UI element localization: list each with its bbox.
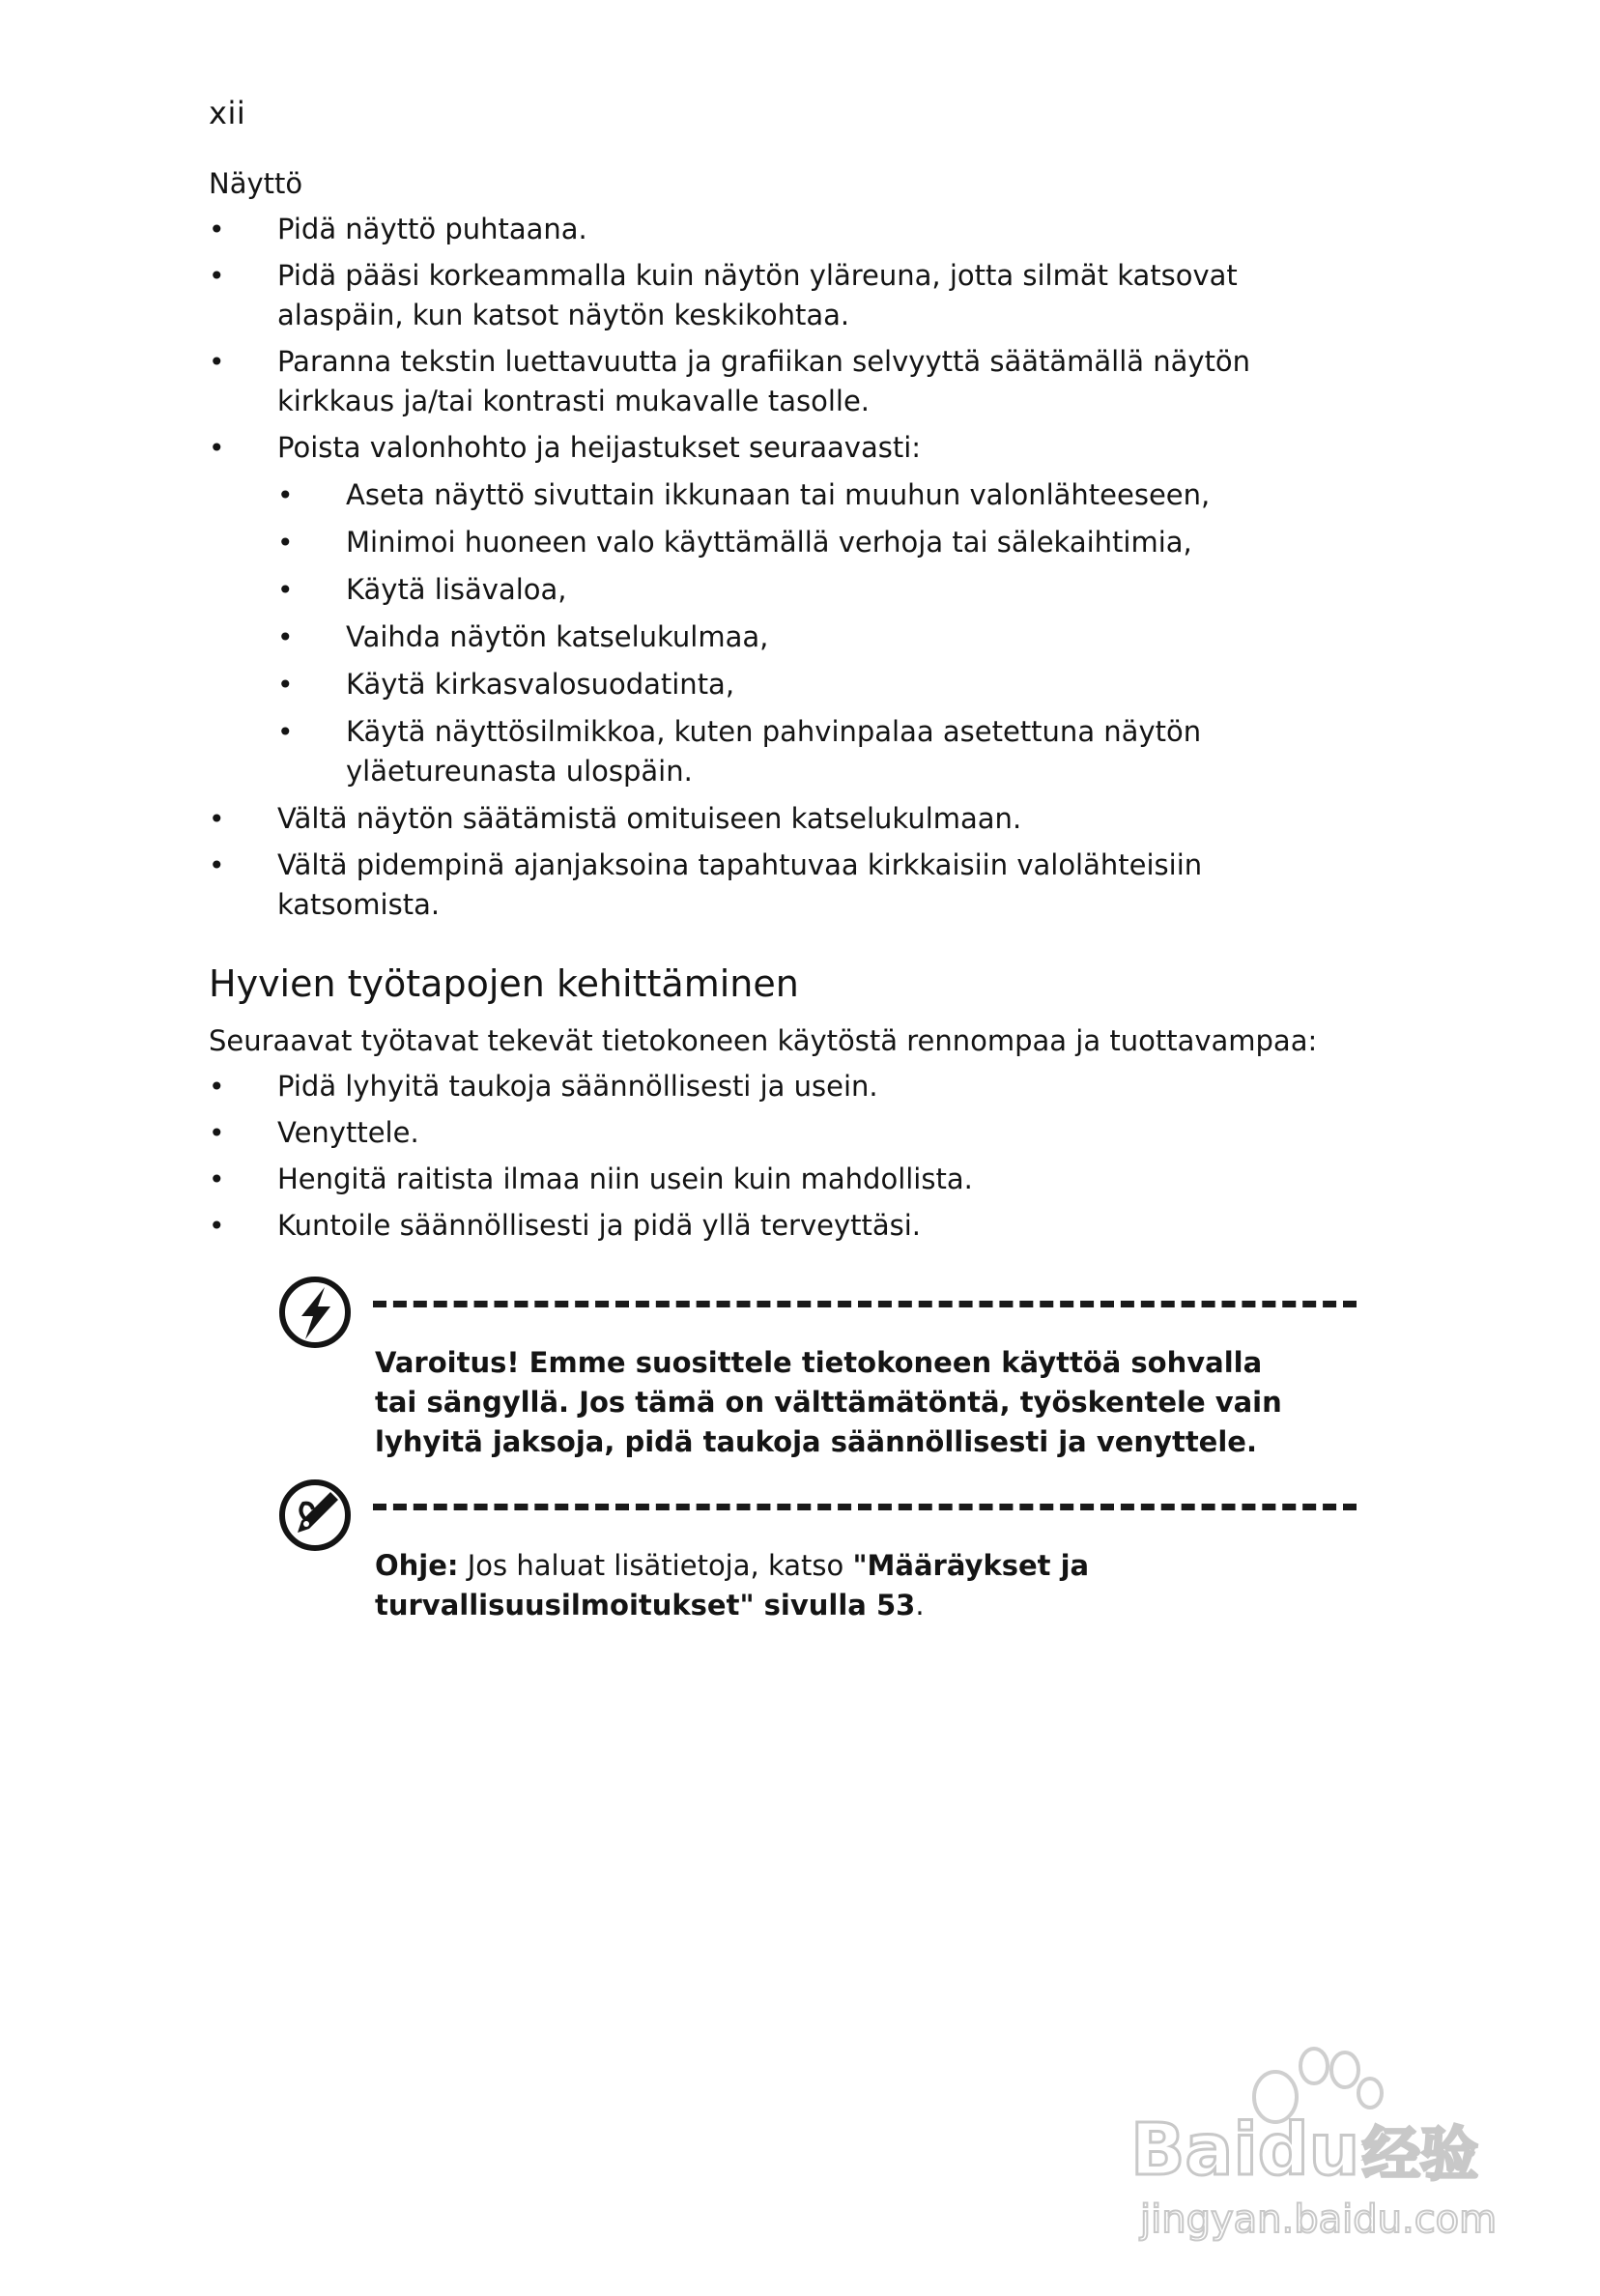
list-item bbox=[209, 846, 1368, 925]
bullet: • bbox=[277, 574, 294, 606]
watermark-brand: Baidu bbox=[1130, 2109, 1360, 2192]
lightning-warning-icon bbox=[276, 1274, 354, 1351]
bullet: • bbox=[277, 479, 294, 511]
sublist-item bbox=[277, 712, 1368, 791]
sublist-item bbox=[277, 523, 1368, 562]
list-item bbox=[209, 256, 1368, 335]
list-item-text: Vältä näytön säätämistä omituiseen katselukulmaan. bbox=[277, 802, 1022, 835]
bullet: • bbox=[277, 527, 294, 559]
list-item-text: Hengitä raitista ilmaa niin usein kuin mahdollista. bbox=[277, 1162, 973, 1195]
main-content bbox=[209, 164, 1368, 1252]
dashed-divider bbox=[373, 1301, 1357, 1307]
bullet: • bbox=[209, 1071, 225, 1103]
list-item-text: Pidä lyhyitä taukoja säännöllisesti ja usein. bbox=[277, 1070, 878, 1103]
list-item bbox=[209, 1206, 1368, 1246]
help-end: . bbox=[915, 1589, 925, 1622]
help-link[interactable]: "Määräykset ja turvallisuusilmoitukset" sivulla 53 bbox=[375, 1549, 1090, 1622]
habits-list bbox=[209, 1067, 1368, 1246]
list-item bbox=[209, 210, 1368, 249]
list-item bbox=[209, 342, 1368, 421]
bullet: • bbox=[209, 1163, 225, 1195]
bullet: • bbox=[209, 260, 225, 292]
sublist-item bbox=[277, 617, 1368, 657]
sublist-item-text: Käytä lisävaloa, bbox=[346, 573, 567, 606]
display-heading: Näyttö bbox=[209, 167, 303, 200]
bullet: • bbox=[209, 432, 225, 464]
watermark-url: jingyan.baidu.com bbox=[1140, 2197, 1498, 2242]
bullet: • bbox=[277, 621, 294, 653]
section-title: Hyvien työtapojen kehittäminen bbox=[209, 962, 799, 1005]
sublist-item-text: Minimoi huoneen valo käyttämällä verhoja tai sälekaihtimia, bbox=[346, 526, 1192, 559]
watermark-chinese: 经验 bbox=[1362, 2121, 1478, 2189]
bullet: • bbox=[277, 716, 294, 748]
display-list bbox=[209, 210, 1368, 925]
list-item-text: Poista valonhohto ja heijastukset seuraavasti: bbox=[277, 431, 922, 464]
list-item-text: Pidä näyttö puhtaana. bbox=[277, 213, 587, 245]
section-intro: Seuraavat työtavat tekevät tietokoneen käytöstä rennompaa ja tuottavampaa: bbox=[209, 1024, 1318, 1057]
dashed-divider bbox=[373, 1504, 1357, 1510]
glare-sublist bbox=[277, 475, 1368, 791]
bullet: • bbox=[209, 346, 225, 378]
page-number: xii bbox=[209, 95, 246, 131]
bullet: • bbox=[209, 1210, 225, 1242]
list-item-text: Paranna tekstin luettavuutta ja grafiikan selvyyttä säätämällä näytön kirkkaus ja/tai kontrasti mukavalle tasolle. bbox=[277, 345, 1251, 417]
sublist-item bbox=[277, 475, 1368, 515]
list-item bbox=[209, 428, 1368, 791]
pen-note-icon bbox=[276, 1477, 354, 1554]
sublist-item-text: Käytä kirkasvalosuodatinta, bbox=[346, 668, 735, 701]
help-label: Ohje: bbox=[375, 1549, 459, 1582]
sublist-item-text: Vaihda näytön katselukulmaa, bbox=[346, 620, 769, 653]
list-item bbox=[209, 1113, 1368, 1153]
list-item bbox=[209, 799, 1368, 839]
list-item-text: Pidä pääsi korkeammalla kuin näytön yläreuna, jotta silmät katsovat alaspäin, kun katsot näytön keskikohtaa. bbox=[277, 259, 1238, 331]
list-item-text: Kuntoile säännöllisesti ja pidä yllä terveyttäsi. bbox=[277, 1209, 922, 1242]
bullet: • bbox=[209, 849, 225, 881]
baidu-watermark bbox=[1121, 2029, 1507, 2261]
sublist-item bbox=[277, 665, 1368, 704]
sublist-item-text: Aseta näyttö sivuttain ikkunaan tai muuhun valonlähteeseen, bbox=[346, 478, 1211, 511]
help-text bbox=[375, 1546, 1302, 1625]
bullet: • bbox=[209, 214, 225, 245]
bullet: • bbox=[209, 1117, 225, 1149]
list-item-text: Venyttele. bbox=[277, 1116, 419, 1149]
list-item-text: Vältä pidempinä ajanjaksoina tapahtuvaa kirkkaisiin valolähteisiin katsomista. bbox=[277, 848, 1203, 921]
sublist-item-text: Käytä näyttösilmikkoa, kuten pahvinpalaa asetettuna näytön yläetureunasta ulospäin. bbox=[346, 715, 1202, 788]
warning-text: Varoitus! Emme suosittele tietokoneen käyttöä sohvalla tai sängyllä. Jos tämä on välttämätöntä, työskentele vain lyhyitä jaksoja, pidä taukoja säännöllisesti ja venyttele. bbox=[375, 1346, 1282, 1458]
sublist-item bbox=[277, 570, 1368, 610]
list-item bbox=[209, 1067, 1368, 1106]
list-item bbox=[209, 1160, 1368, 1199]
help-body: Jos haluat lisätietoja, katso bbox=[458, 1549, 853, 1582]
bullet: • bbox=[209, 803, 225, 835]
bullet: • bbox=[277, 669, 294, 701]
